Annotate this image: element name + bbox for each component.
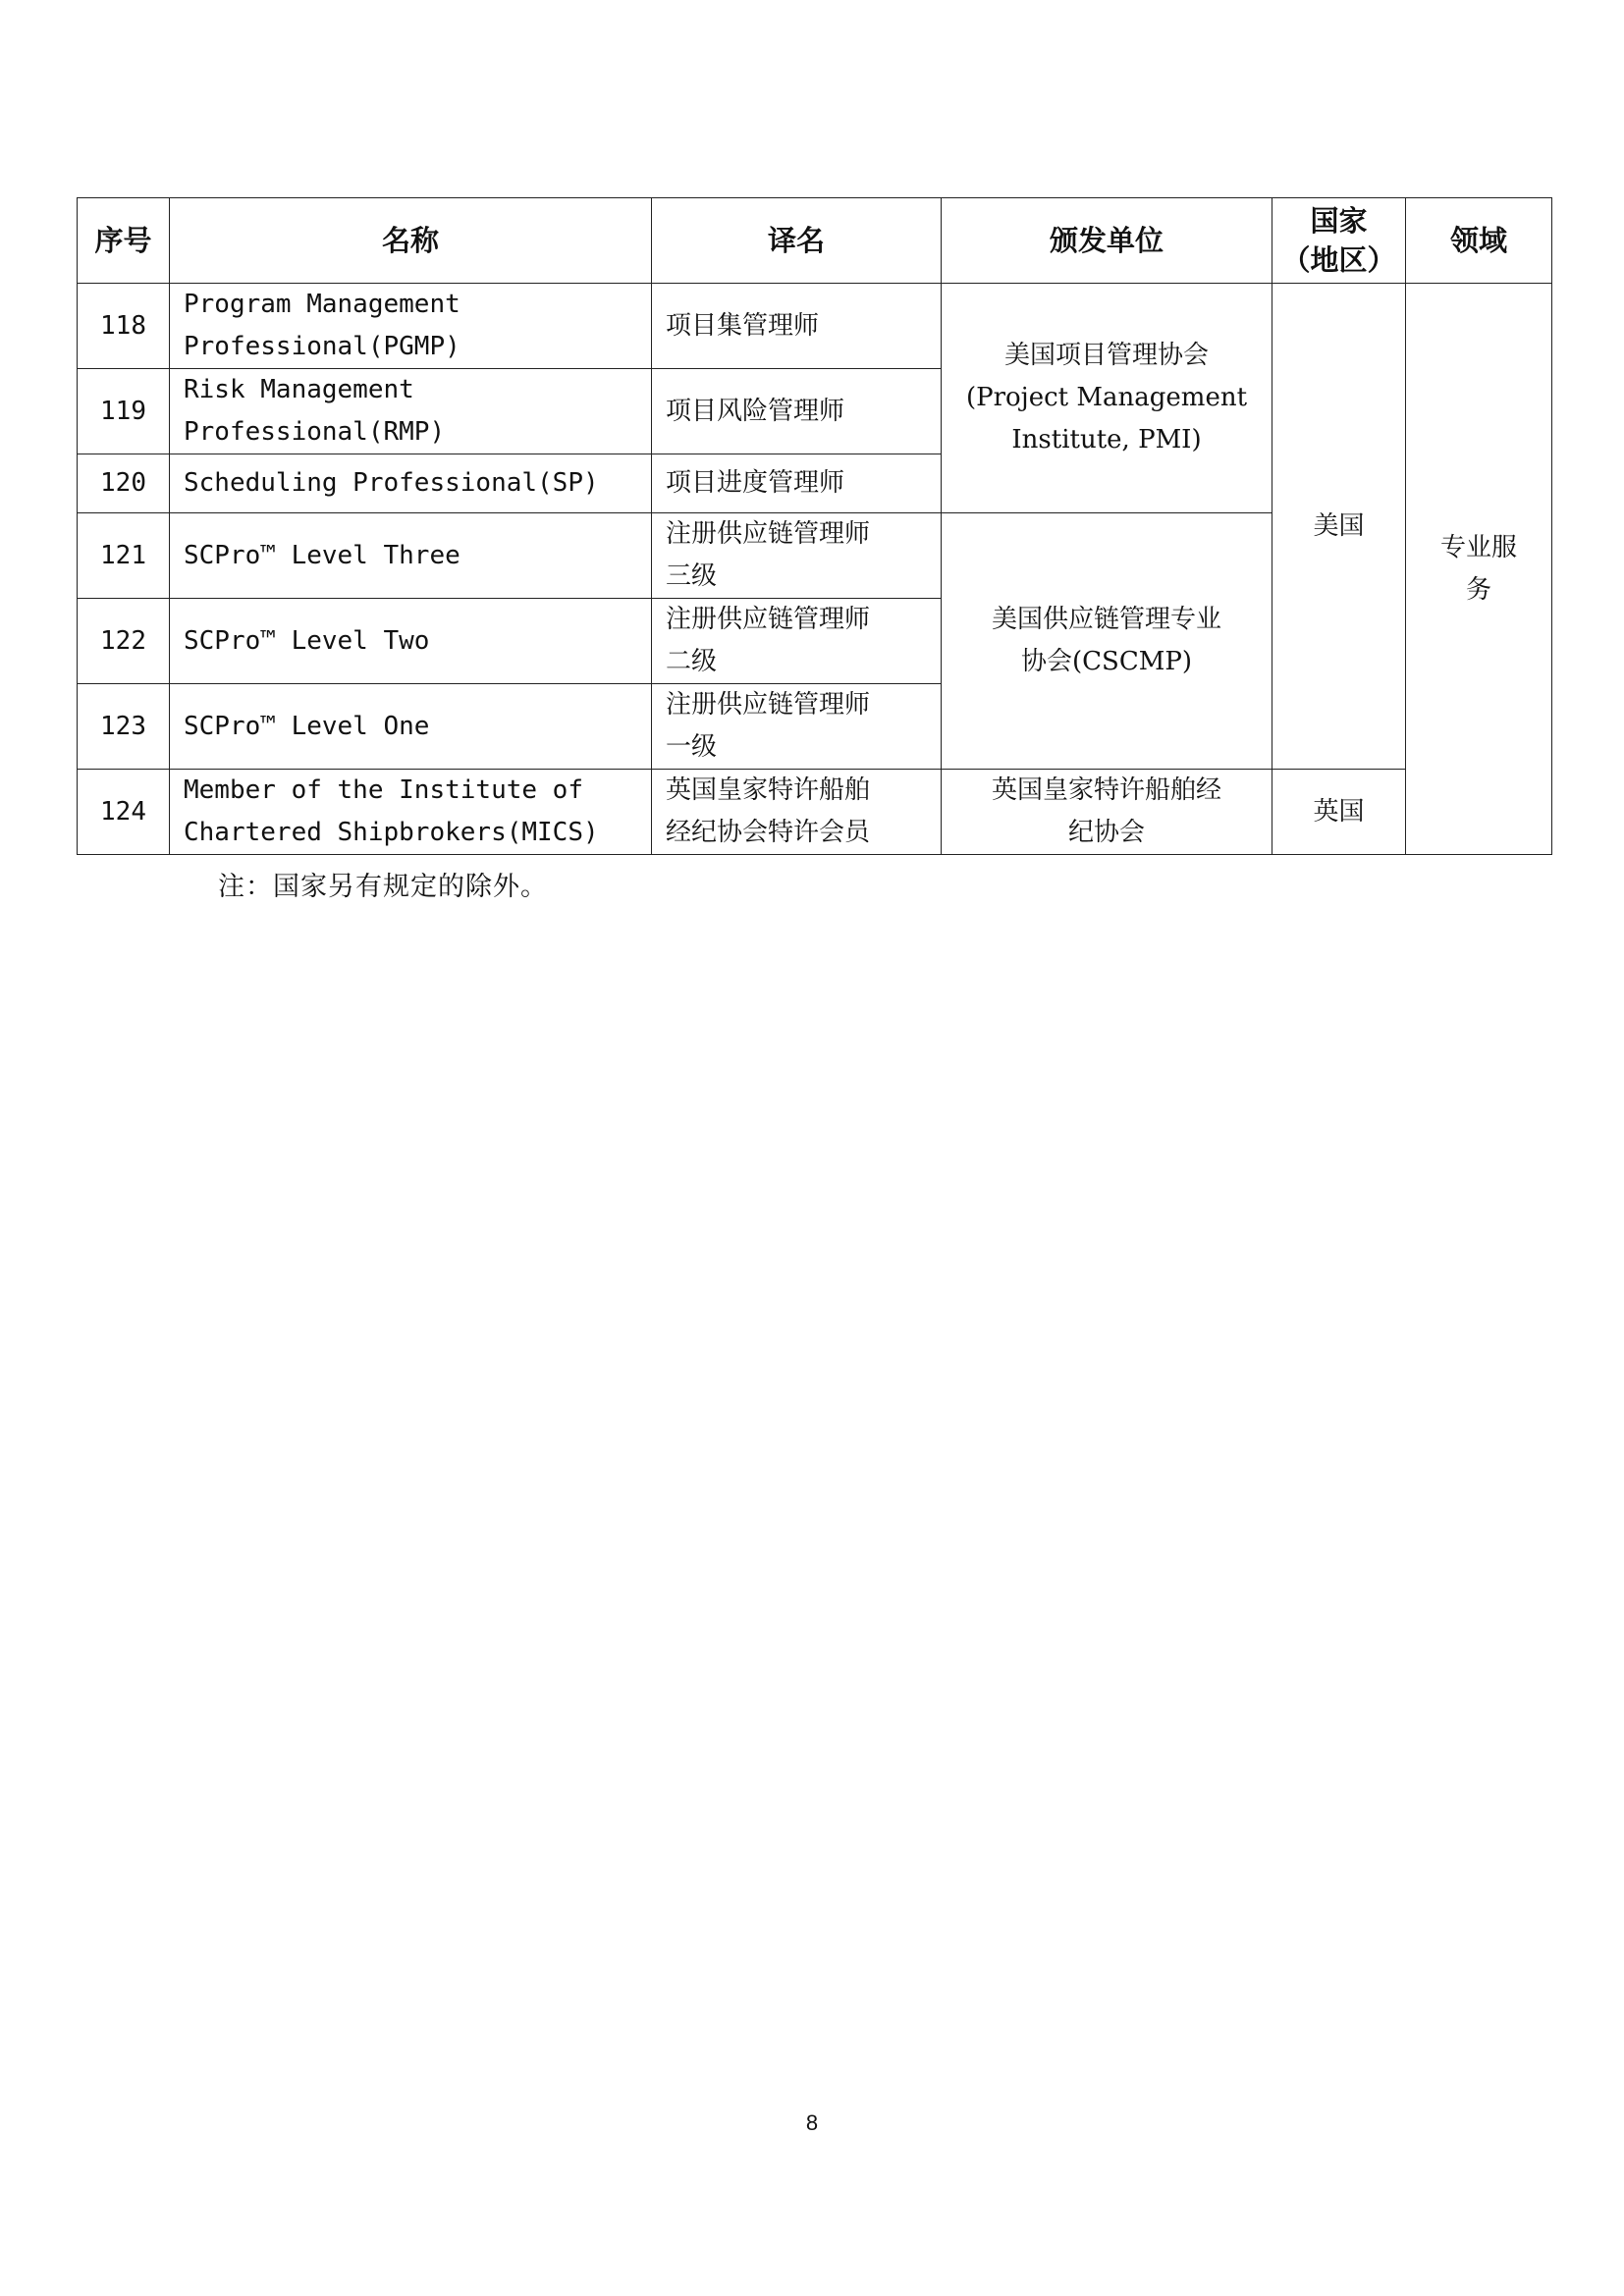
header-translation: 译名: [652, 198, 942, 284]
issuer-pmi: 美国项目管理协会 (Project Management Institute, PMI): [942, 284, 1272, 513]
table-row: [78, 284, 1552, 369]
row-no: 124: [78, 770, 170, 855]
certificate-table: [77, 197, 1552, 855]
country-uk: 英国: [1272, 770, 1406, 855]
table-header-row: [78, 198, 1552, 284]
row-translation: 注册供应链管理师 三级: [652, 513, 942, 599]
header-no: 序号: [78, 198, 170, 284]
row-translation: 项目进度管理师: [652, 454, 942, 513]
row-name: Program Management Professional(PGMP): [170, 284, 652, 369]
row-no: 123: [78, 684, 170, 770]
page-number: 8: [805, 2110, 819, 2135]
row-no: 118: [78, 284, 170, 369]
row-name: Scheduling Professional(SP): [170, 454, 652, 513]
row-name: Member of the Institute of Chartered Shipbrokers(MICS): [170, 770, 652, 855]
row-translation: 注册供应链管理师 二级: [652, 599, 942, 684]
row-no: 120: [78, 454, 170, 513]
field-professional-services: 专业服 务: [1406, 284, 1552, 855]
header-issuer: 颁发单位: [942, 198, 1272, 284]
table-row: [78, 770, 1552, 855]
row-name: SCPro™ Level One: [170, 684, 652, 770]
header-field: 领域: [1406, 198, 1552, 284]
row-no: 119: [78, 369, 170, 454]
header-country: 国家 （地区）: [1272, 198, 1406, 284]
row-translation: 注册供应链管理师 一级: [652, 684, 942, 770]
row-name: Risk Management Professional(RMP): [170, 369, 652, 454]
country-us: 美国: [1272, 284, 1406, 770]
header-name: 名称: [170, 198, 652, 284]
row-translation: 项目集管理师: [652, 284, 942, 369]
table-footnote: 注：国家另有规定的除外。: [218, 872, 548, 902]
row-name: SCPro™ Level Three: [170, 513, 652, 599]
row-translation: 英国皇家特许船舶 经纪协会特许会员: [652, 770, 942, 855]
row-no: 121: [78, 513, 170, 599]
row-name: SCPro™ Level Two: [170, 599, 652, 684]
row-no: 122: [78, 599, 170, 684]
issuer-ics: 英国皇家特许船舶经 纪协会: [942, 770, 1272, 855]
row-translation: 项目风险管理师: [652, 369, 942, 454]
issuer-cscmp: 美国供应链管理专业 协会(CSCMP): [942, 513, 1272, 770]
